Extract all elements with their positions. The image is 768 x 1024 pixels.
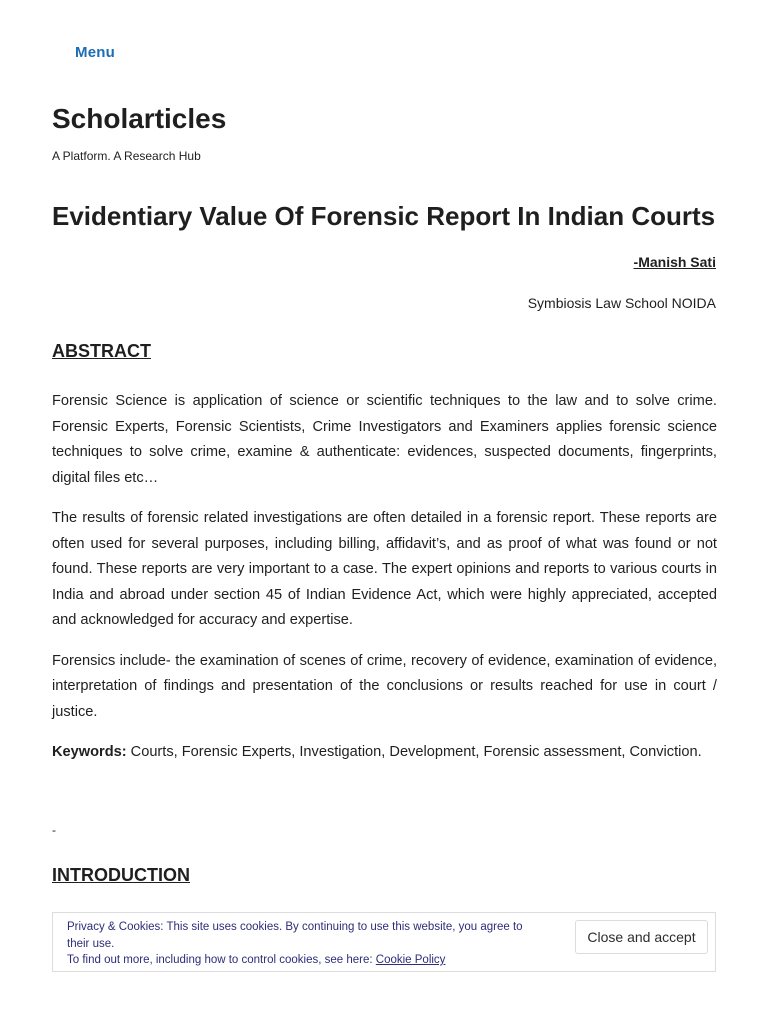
separator-dash: - (52, 823, 56, 837)
cookie-banner (52, 912, 716, 972)
cookie-notice-prefix: To find out more, including how to control cookies, see here: (67, 954, 376, 966)
cookie-notice-text (67, 919, 547, 969)
keywords-label: Keywords: (52, 743, 127, 760)
cookie-policy-link[interactable]: Cookie Policy (375, 954, 446, 966)
introduction-heading: INTRODUCTION (52, 865, 190, 885)
abstract-paragraph: The results of forensic related investigations are often detailed in a forensic report. These reports are often used for several purposes, including billing, affidavit’s, and as proof of what was found or not found. These reports are very important to a case. The expert opinions and reports to various courts in India and abroad under section 45 of Indian Evidence Act, which were highly appreciated, accepted and acknowledged for accuracy and expertise. (52, 509, 717, 629)
close-and-accept-button[interactable]: Close and accept (575, 920, 708, 954)
abstract-heading: ABSTRACT (52, 341, 151, 361)
site-tagline: A Platform. A Research Hub (52, 149, 201, 163)
keywords-text: Courts, Forensic Experts, Investigation, Development, Forensic assessment, Conviction. (126, 743, 702, 760)
author-name: -Manish Sati (633, 254, 716, 270)
menu-link[interactable]: Menu (75, 44, 115, 61)
abstract-body (52, 389, 717, 780)
abstract-paragraph: Forensic Science is application of science or scientific techniques to the law and to solve crime. Forensic Experts, Forensic Scientists, Crime Investigators and Examiners applies forensic science techniques to solve crime, examine & authenticate: evidences, suspected documents, fingerprints, digital files etc… (52, 393, 717, 486)
site-title[interactable]: Scholarticles (52, 103, 227, 134)
post-title: Evidentiary Value Of Forensic Report In Indian Courts (52, 201, 716, 231)
author-affiliation: Symbiosis Law School NOIDA (527, 295, 716, 311)
abstract-paragraph: Forensics include- the examination of scenes of crime, recovery of evidence, examination of evidence, interpretation of findings and presentation of the conclusions or results reached for use in court / justice. (52, 652, 717, 720)
cookie-notice-line: Privacy & Cookies: This site uses cookies. By continuing to use this website, you agree to their use. (67, 921, 523, 950)
keywords-paragraph (52, 740, 717, 766)
cookie-notice-line (67, 952, 547, 969)
